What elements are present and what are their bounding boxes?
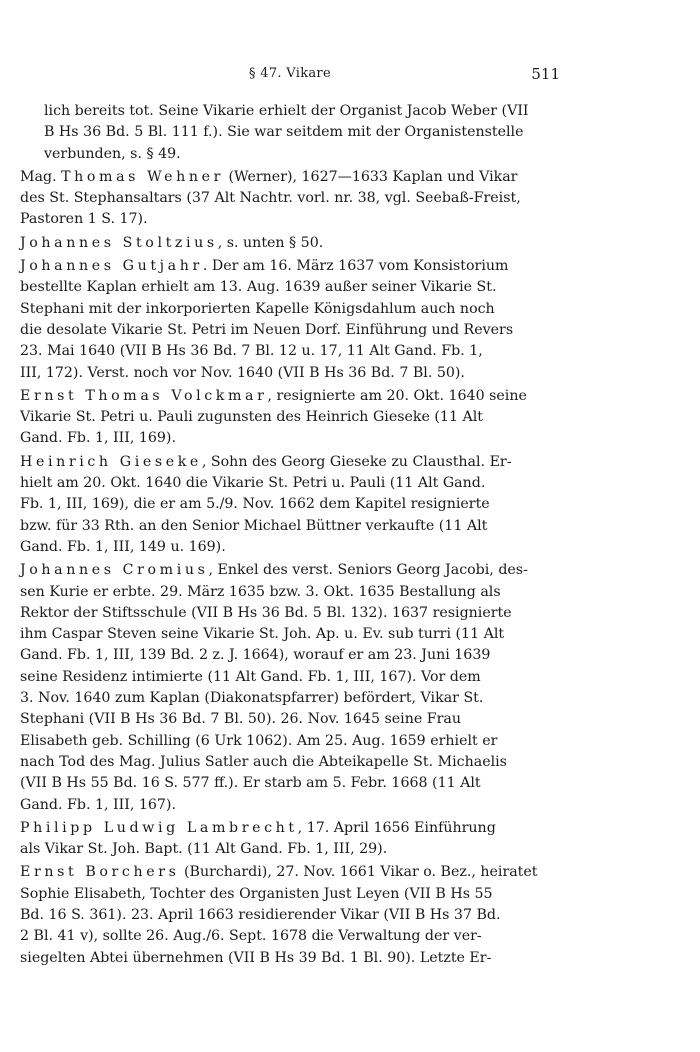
- entry-line: [20, 386, 560, 407]
- entry-line: Stephani mit der inkorporierten Kapelle Königsdahlum auch noch: [20, 300, 495, 317]
- entry-line: Gand. Fb. 1, III, 167).: [20, 796, 176, 813]
- entry: [20, 101, 560, 165]
- entry-line: [20, 452, 560, 473]
- entry-line: hielt am 20. Okt. 1640 die Vikarie St. Petri u. Pauli (11 Alt Gand.: [20, 475, 486, 492]
- entry-text: , resignierte am 20. Okt. 1640 seine: [267, 387, 527, 404]
- entry-prefix: Mag.: [20, 168, 62, 185]
- body-text: [20, 101, 560, 971]
- entry-line: 23. Mai 1640 (VII B Hs 36 Bd. 7 Bl. 12 u. 17, 11 Alt Gand. Fb. 1,: [20, 343, 483, 360]
- page-header: [20, 66, 560, 88]
- entry-line: Fb. 1, III, 169), die er am 5./9. Nov. 1662 dem Kapitel resignierte: [20, 496, 490, 513]
- entry-line: nach Tod des Mag. Julius Satler auch die Abteikapelle St. Michaelis: [20, 753, 507, 770]
- entry-line: Vikarie St. Petri u. Pauli zugunsten des Heinrich Gieseke (11 Alt: [20, 409, 483, 426]
- entry-line: Stephani (VII B Hs 36 Bd. 7 Bl. 50). 26. Nov. 1645 seine Frau: [20, 711, 461, 728]
- entry-line: [20, 256, 560, 277]
- entry: [20, 386, 560, 450]
- person-name: Johannes Gutjahr: [20, 258, 203, 275]
- entry-text: , s. unten § 50.: [217, 234, 324, 251]
- entry-line: [20, 560, 560, 581]
- entry-line: Rektor der Stiftsschule (VII B Hs 36 Bd. 5 Bl. 132). 1637 resignierte: [20, 604, 512, 621]
- entry-line: Sophie Elisabeth, Tochter des Organisten Just Leyen (VII B Hs 55: [20, 885, 493, 902]
- entry-line: [20, 818, 560, 839]
- entry-line: ihm Caspar Steven seine Vikarie St. Joh. Ap. u. Ev. sub turri (11 Alt: [20, 626, 505, 643]
- entry-line: [20, 233, 560, 254]
- entry-line: [20, 167, 560, 188]
- entry-line: die desolate Vikarie St. Petri im Neuen Dorf. Einführung und Revers: [20, 321, 514, 338]
- entry-line: bestellte Kaplan erhielt am 13. Aug. 1639 außer seiner Vikarie St.: [20, 279, 497, 296]
- person-name: Heinrich Gieseke: [20, 453, 202, 470]
- entry-text: . Der am 16. März 1637 vom Konsistorium: [202, 258, 509, 275]
- entry-line: Gand. Fb. 1, III, 169).: [20, 430, 176, 447]
- person-name: Johannes Cromius: [20, 562, 209, 579]
- entry: [20, 862, 560, 968]
- person-name: Johannes Stoltzius: [20, 234, 218, 251]
- person-name: Philipp Ludwig Lambrecht: [20, 819, 298, 836]
- entry-text: (Burchardi), 27. Nov. 1661 Vikar o. Bez., heiratet: [179, 864, 538, 881]
- entry-text: , Enkel des verst. Seniors Georg Jacobi, des-: [208, 562, 528, 579]
- entry-line: als Vikar St. Joh. Bapt. (11 Alt Gand. Fb. 1, III, 29).: [20, 841, 388, 858]
- entry-line: lich bereits tot. Seine Vikarie erhielt der Organist Jacob Weber (VII: [44, 103, 529, 119]
- entry-line: B Hs 36 Bd. 5 Bl. 111 f.). Sie war seitdem mit der Organistenstelle: [44, 124, 524, 141]
- entry-text: , Sohn des Georg Gieseke zu Clausthal. Er-: [201, 453, 512, 470]
- entry: [20, 560, 560, 816]
- entry-line: seine Residenz intimierte (11 Alt Gand. Fb. 1, III, 167). Vor dem: [20, 668, 481, 685]
- entry-text: , 17. April 1656 Einführung: [297, 819, 496, 836]
- entry-line: Bd. 16 S. 361). 23. April 1663 residierender Vikar (VII B Hs 37 Bd.: [20, 906, 501, 923]
- entry-line: Gand. Fb. 1, III, 149 u. 169).: [20, 538, 226, 555]
- entry-text: (Werner), 1627—1633 Kaplan und Vikar: [224, 168, 518, 185]
- entry: [20, 233, 560, 254]
- entry-line: [20, 862, 560, 883]
- running-head: § 47. Vikare: [249, 66, 331, 81]
- entry-line: Pastoren 1 S. 17).: [20, 211, 148, 228]
- entry-line: (VII B Hs 55 Bd. 16 S. 577 ff.). Er starb am 5. Febr. 1668 (11 Alt: [20, 775, 481, 792]
- entry-line: bzw. für 33 Rth. an den Senior Michael Büttner verkaufte (11 Alt: [20, 517, 488, 534]
- entry: [20, 452, 560, 558]
- person-name: Ernst Borchers: [20, 864, 180, 881]
- entry: [20, 167, 560, 231]
- entry-line: 3. Nov. 1640 zum Kaplan (Diakonatspfarrer) befördert, Vikar St.: [20, 690, 484, 707]
- person-name: Ernst Thomas Volckmar: [20, 387, 268, 404]
- entry-line: verbunden, s. § 49.: [44, 145, 181, 162]
- entry-line: Elisabeth geb. Schilling (6 Urk 1062). Am 25. Aug. 1659 erhielt er: [20, 732, 498, 749]
- page-number: 511: [531, 65, 560, 83]
- entry-line: sen Kurie er erbte. 29. März 1635 bzw. 3. Okt. 1635 Bestallung als: [20, 583, 501, 600]
- entry-line: III, 172). Verst. noch vor Nov. 1640 (VII B Hs 36 Bd. 7 Bl. 50).: [20, 364, 465, 381]
- person-name: Thomas Wehner: [61, 168, 225, 185]
- entry: [20, 256, 560, 384]
- entry-line: siegelten Abtei übernehmen (VII B Hs 39 Bd. 1 Bl. 90). Letzte Er-: [20, 949, 492, 966]
- entry: [20, 818, 560, 861]
- entry-line: Gand. Fb. 1, III, 139 Bd. 2 z. J. 1664), worauf er am 23. Juni 1639: [20, 647, 491, 664]
- entry-line: des St. Stephansaltars (37 Alt Nachtr. vorl. nr. 38, vgl. Seebaß-Freist,: [20, 190, 521, 207]
- entry-line: 2 Bl. 41 v), sollte 26. Aug./6. Sept. 1678 die Verwaltung der ver-: [20, 928, 482, 945]
